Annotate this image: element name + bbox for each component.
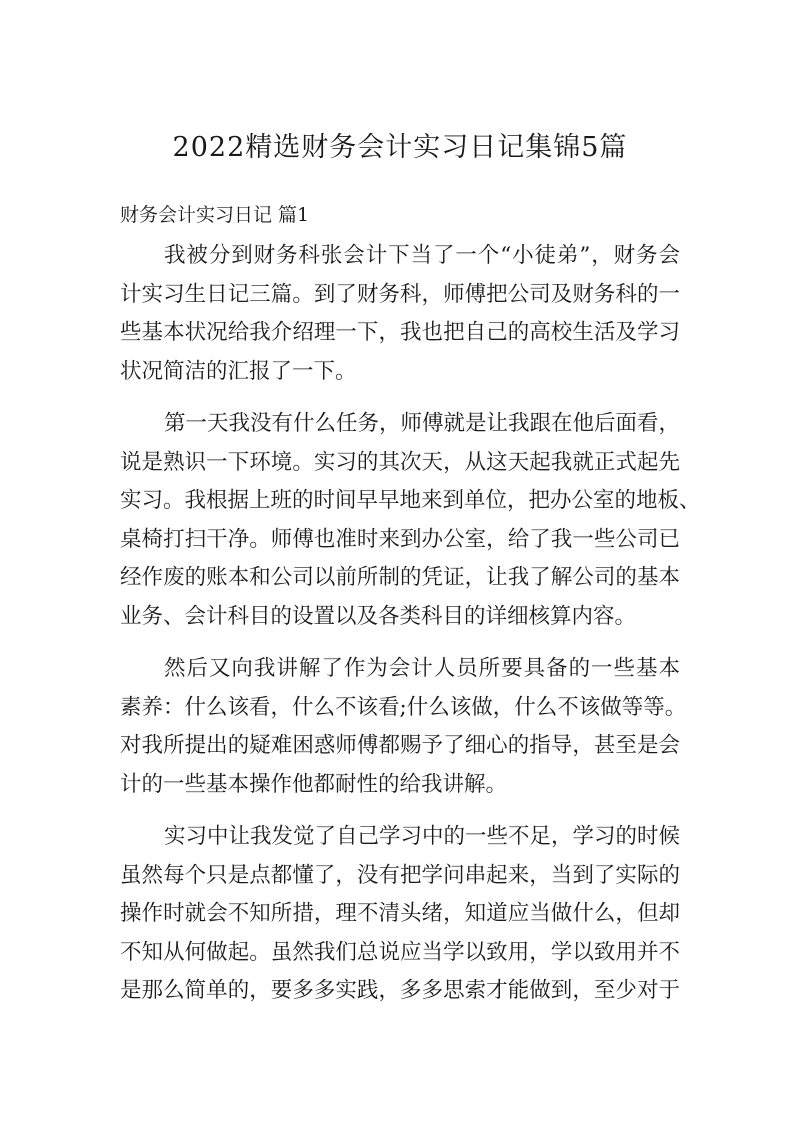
paragraph-3: [120, 650, 687, 804]
body-text: [120, 237, 701, 1025]
paragraph-line: 业务、会计科目的设置以及各类科目的详细核算内容。: [120, 603, 637, 629]
paragraph-line: 我被分到财务科张会计下当了一个“小徒弟”，财务会: [164, 243, 680, 268]
paragraph-line: 状况简洁的汇报了一下。: [120, 358, 357, 384]
paragraph-1: [120, 237, 680, 391]
paragraph-4: [120, 818, 680, 1011]
paragraph-line: 是那么简单的，要多多实践，多多思索才能做到，至少对于: [120, 978, 680, 1003]
paragraph-line: 些基本状况给我介绍理一下，我也把自己的高校生活及学习: [120, 320, 680, 345]
paragraph-line: 素养：什么该看，什么不该看;什么该做，什么不该做等等。: [120, 694, 687, 720]
paragraph-line: 经作废的账本和公司以前所制的凭证，让我了解公司的基本: [120, 565, 680, 590]
paragraph-line: 实习中让我发觉了自己学习中的一些不足，学习的时候: [164, 824, 681, 849]
paragraph-line: 第一天我没有什么任务，师傅就是让我跟在他后面看，: [164, 411, 681, 436]
paragraph-line: 计的一些基本操作他都耐性的给我讲解。: [120, 771, 508, 797]
paragraph-line: 操作时就会不知所措，理不清头绪，知道应当做什么，但却: [120, 901, 680, 926]
paragraph-line: 桌椅打扫干净。师傅也准时来到办公室，给了我一些公司已: [120, 526, 680, 552]
paragraph-line: 不知从何做起。虽然我们总说应当学以致用，学以致用并不: [120, 939, 680, 965]
paragraph-line: 对我所提出的疑难困惑师傅都赐予了细心的指导，甚至是会: [120, 733, 680, 758]
document-title: 2022精选财务会计实习日记集锦5篇: [172, 132, 628, 163]
section-heading: 财务会计实习日记 篇1: [120, 204, 310, 226]
paragraph-line: 说是熟识一下环境。实习的其次天，从这天起我就正式起先: [120, 449, 680, 475]
paragraph-line: 然后又向我讲解了作为会计人员所要具备的一些基本: [164, 656, 680, 681]
paragraph-line: 计实习生日记三篇。到了财务科，师傅把公司及财务科的一: [120, 281, 680, 307]
paragraph-line: 虽然每个只是点都懂了，没有把学问串起来，当到了实际的: [120, 862, 680, 888]
paragraph-line: 实习。我根据上班的时间早早地来到单位，把办公室的地板、: [120, 488, 701, 513]
paragraph-2: [120, 405, 701, 636]
